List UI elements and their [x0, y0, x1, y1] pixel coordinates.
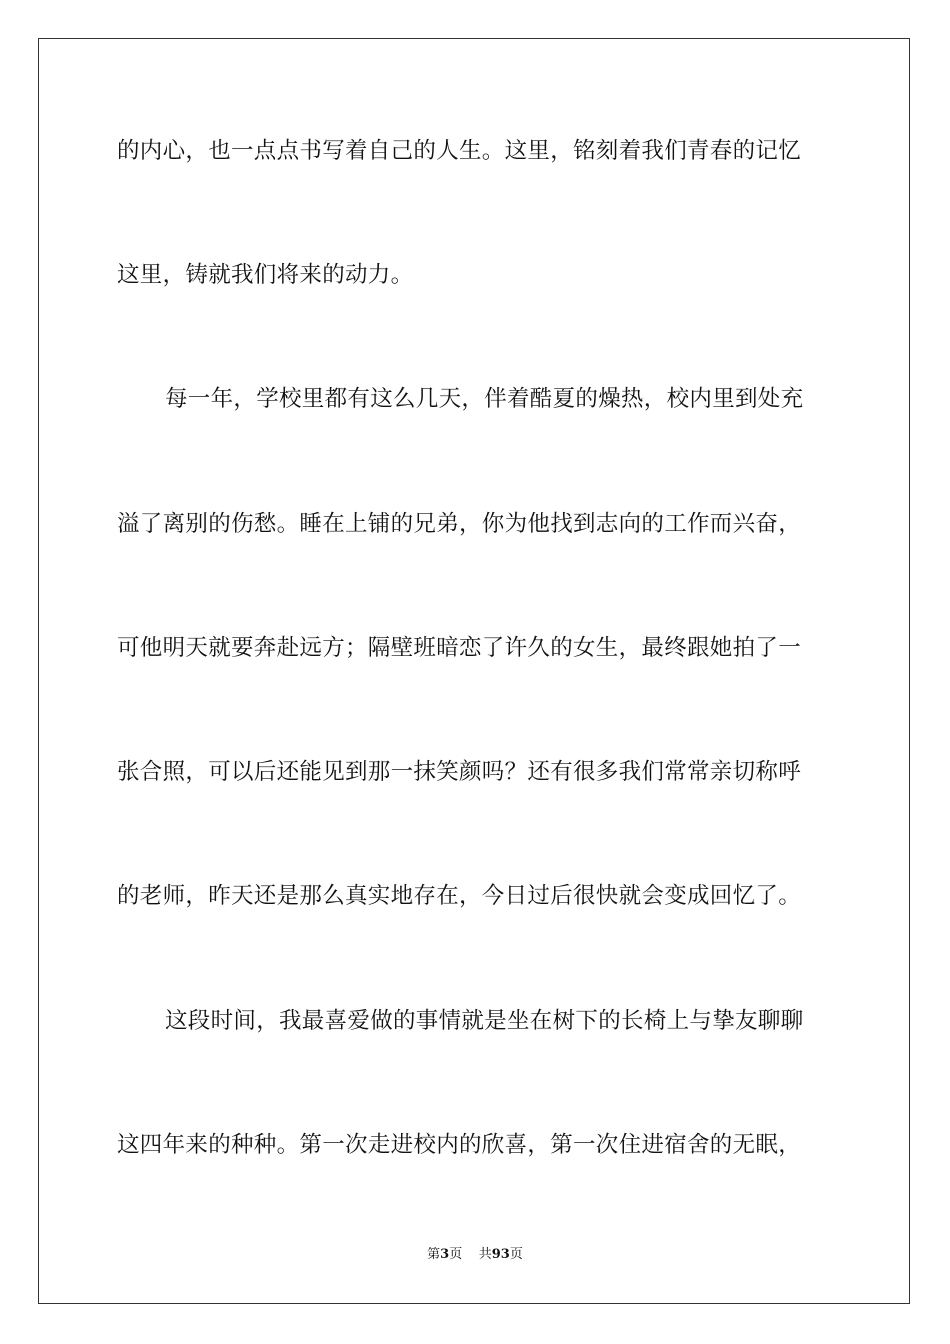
total-pages: 93: [491, 1247, 510, 1262]
text-line-6: 张合照，可以后还能见到那一抹笑颜吗？还有很多我们常常亲切称呼: [117, 759, 802, 785]
text-line-1: 的内心，也一点点书写着自己的人生。这里，铭刻着我们青春的记忆: [117, 138, 802, 164]
page-number: 3: [440, 1247, 450, 1262]
text-line-3: 每一年，学校里都有这么几天，伴着酷夏的燥热，校内里到处充: [165, 386, 804, 412]
text-line-8: 这段时间，我最喜爱做的事情就是坐在树下的长椅上与挚友聊聊: [165, 1008, 804, 1034]
total-prefix: 共: [478, 1247, 492, 1262]
text-line-5: 可他明天就要奔赴远方；隔壁班暗恋了许久的女生，最终跟她拍了一: [117, 635, 802, 661]
page-footer: [0, 1246, 950, 1264]
page-prefix: 第: [427, 1247, 441, 1262]
total-suffix: 页: [509, 1247, 523, 1262]
text-line-4: 溢了离别的伤愁。睡在上铺的兄弟，你为他找到志向的工作而兴奋，: [117, 511, 802, 537]
text-line-2: 这里，铸就我们将来的动力。: [117, 262, 414, 288]
text-line-9: 这四年来的种种。第一次走进校内的欣喜，第一次住进宿舍的无眠，: [117, 1132, 802, 1158]
page-border: [38, 38, 910, 1304]
text-line-7: 的老师，昨天还是那么真实地存在，今日过后很快就会变成回忆了。: [117, 883, 802, 909]
page-suffix: 页: [449, 1247, 463, 1262]
